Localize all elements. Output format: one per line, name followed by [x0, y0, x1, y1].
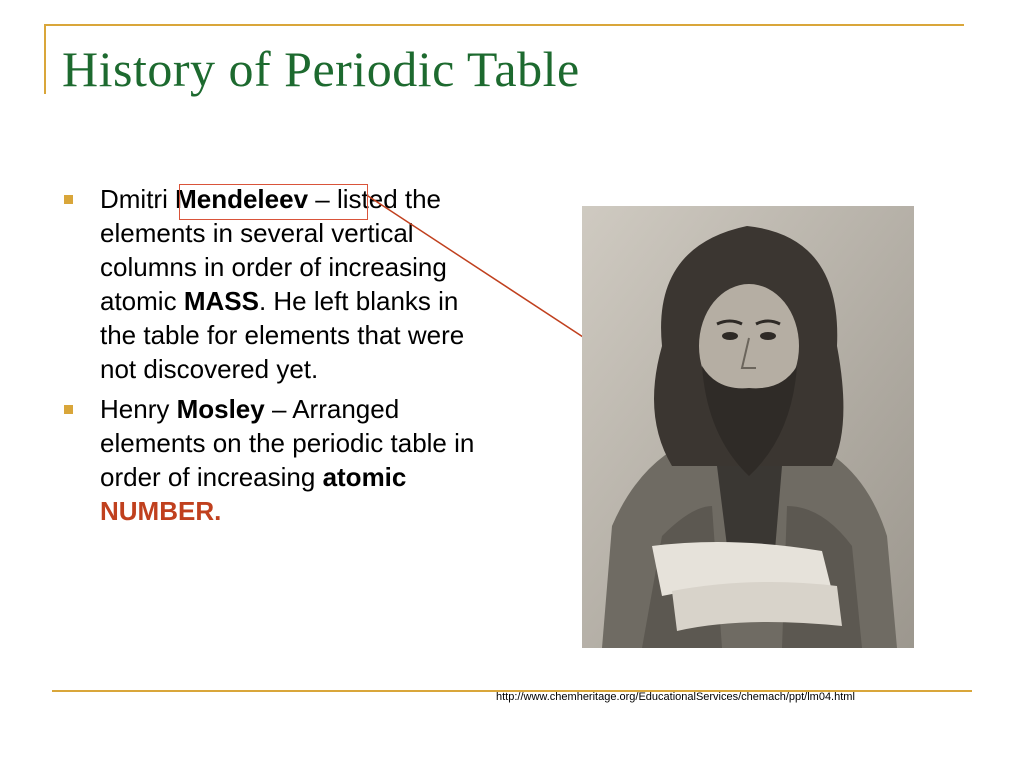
name-mendeleev: Mendeleev: [175, 184, 309, 214]
text-arranged: – Arranged elements on the periodic table in order of increasing: [100, 394, 475, 492]
arrow-line: [368, 196, 612, 356]
slide-title: History of Periodic Table: [62, 41, 580, 97]
source-url-text: http://www.chemheritage.org/EducationalServices/chemach/ppt/lm04.html: [496, 691, 855, 703]
text-listed: – listed the elements in several vertical columns in order of increasing atomic: [100, 184, 447, 316]
text-dmitri: Dmitri: [100, 184, 176, 214]
name-mosley: Mosley: [176, 394, 265, 424]
word-number: NUMBER: [100, 496, 215, 526]
word-mass: MASS: [183, 286, 259, 316]
text-henry: Henry: [100, 394, 177, 424]
word-atomic: atomic: [322, 462, 407, 492]
mendeleev-portrait-photo: [582, 206, 914, 648]
text-period: .: [214, 496, 222, 526]
text-blanks: . He left blanks in the table for elements that were not discovered yet.: [100, 286, 465, 384]
portrait-illustration: [582, 206, 914, 648]
